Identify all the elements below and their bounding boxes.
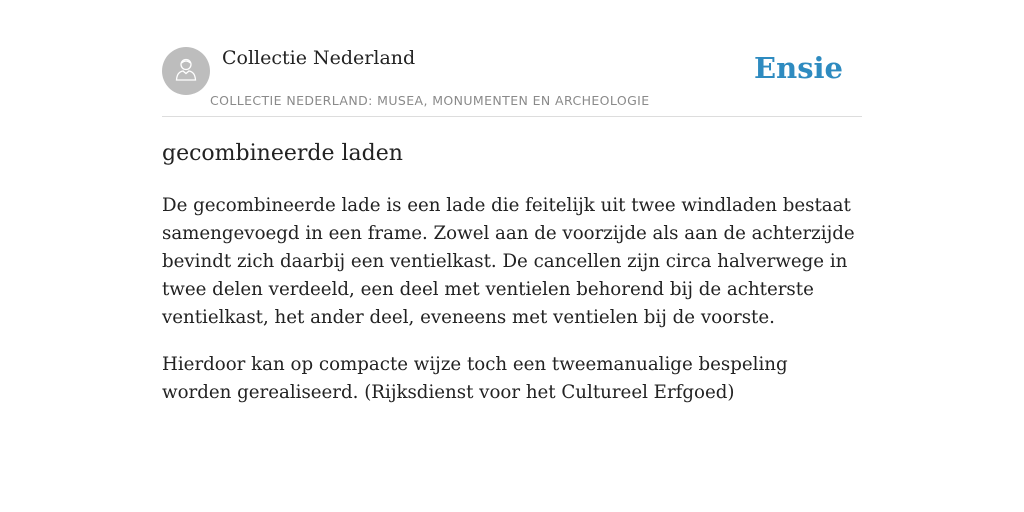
article-header bbox=[162, 0, 862, 117]
author-subtitle[interactable]: COLLECTIE NEDERLAND: MUSEA, MONUMENTEN EN ARCHEOLOGIE bbox=[210, 93, 650, 108]
author-name[interactable]: Collectie Nederland bbox=[222, 47, 416, 69]
article-body bbox=[162, 192, 862, 426]
article-paragraph: Hierdoor kan op compacte wijze toch een tweemanualige bespeling worden gerealiseerd. (Rijksdienst voor het Cultureel Erfgoed) bbox=[162, 354, 788, 403]
article-paragraph: De gecombineerde lade is een lade die feitelijk uit twee windladen bestaat samengevoegd in een frame. Zowel aan de voorzijde als aan de achterzijde bevindt zich daarbij een ventielkast. De cancellen zijn circa halverwege in twee delen verdeeld, een deel met ventielen behorend bij de achterste ventielkast, het ander deel, eveneens met ventielen bij de voorste. bbox=[162, 195, 855, 328]
author-avatar[interactable] bbox=[162, 47, 210, 95]
article-title: gecombineerde laden bbox=[162, 141, 403, 166]
user-icon bbox=[171, 54, 201, 88]
brand-logo[interactable]: Ensie bbox=[754, 51, 843, 85]
article-card bbox=[162, 0, 862, 403]
